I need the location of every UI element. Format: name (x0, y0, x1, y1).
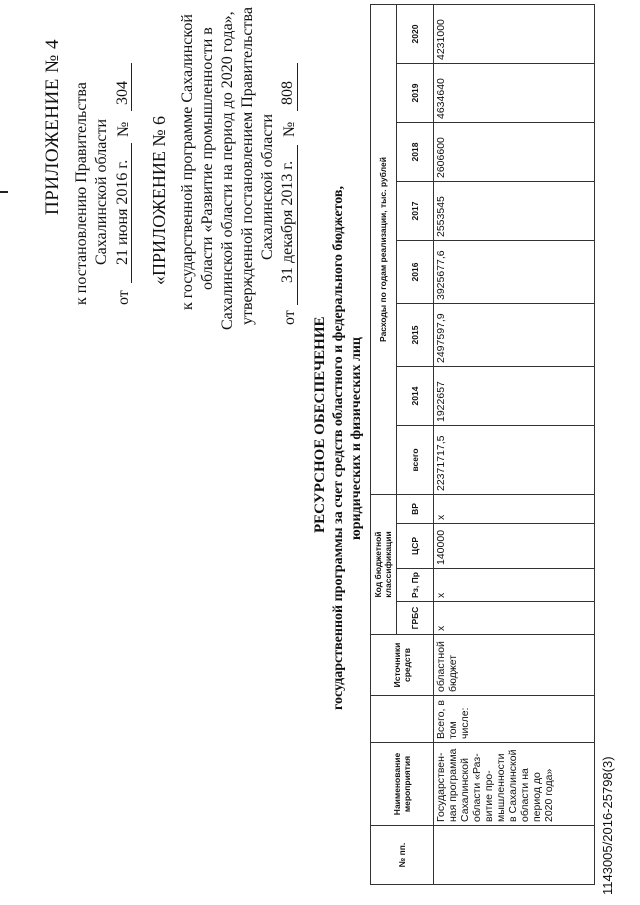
appendix4-no: № (115, 121, 132, 137)
col-expenses-header: Расходы по годам реализации, тыс. рублей (371, 5, 397, 495)
row-value-2017: 2553545 (434, 182, 595, 241)
row-value-2015: 2497597,9 (434, 304, 595, 367)
exp-col-2015: 2015 (396, 304, 433, 367)
appendix6-line5: Сахалинской области (259, 113, 276, 260)
appendix6-number-underline (297, 63, 298, 111)
heading-line1: РЕСУРСНОЕ ОБЕСПЕЧЕНИЕ (312, 316, 328, 533)
exp-col-2018: 2018 (396, 123, 433, 182)
kbk-col-csr: ЦСР (396, 524, 433, 569)
exp-col-2020: 2020 (396, 5, 433, 64)
row-kbk-vr: х (434, 495, 595, 524)
row-no (434, 826, 595, 885)
appendix4-line2: Сахалинской области (93, 118, 110, 265)
row-kbk-rzpr: х (434, 569, 595, 602)
appendix4-from: от (115, 290, 132, 305)
appendix4-line1: к постановлению Правительства (73, 82, 90, 305)
appendix6-date-underline (297, 145, 298, 305)
appendix4-date-underline (131, 143, 132, 283)
appendix6-line2: области «Развитие промышленности в (199, 27, 216, 290)
appendix4-date: 21 июня 2016 г. (114, 159, 131, 265)
appendix6-no: № (281, 121, 298, 137)
col-name-header: Наименование мероприятия (371, 743, 434, 826)
col-kbk-header: Код бюджетной классификации (371, 495, 397, 635)
row-value-2019: 4634640 (434, 64, 595, 123)
appendix4-title: ПРИЛОЖЕНИЕ № 4 (42, 39, 63, 215)
exp-col-2014: 2014 (396, 367, 433, 426)
exp-col-2016: 2016 (396, 241, 433, 304)
kbk-col-grbs: ГРБС (396, 602, 433, 635)
row-value-2018: 2606600 (434, 123, 595, 182)
row-source: областной бюджет (434, 635, 595, 696)
row-sub: Всего, в том числе: (434, 696, 595, 743)
kbk-col-rzpr: Рз, Пр (396, 569, 433, 602)
appendix6-number: 808 (279, 81, 296, 105)
exp-col-2019: 2019 (396, 64, 433, 123)
row-kbk-grbs: х (434, 602, 595, 635)
row-value-2020: 4231000 (434, 5, 595, 64)
table-row (434, 5, 595, 885)
appendix6-from: от (281, 310, 298, 325)
heading-line2: государственной программы за счет средств областного и федерального бюджетов, (331, 186, 346, 710)
resource-table (370, 4, 595, 885)
row-value-total: 22371717,5 (434, 426, 595, 495)
appendix4-number-underline (131, 63, 132, 111)
col-source-header: Источники средств (371, 635, 434, 696)
appendix6-line1: к государственной программе Сахалинской (179, 14, 196, 310)
appendix6-line4: утвержденной постановлением Правительства (239, 7, 256, 325)
exp-col-2017: 2017 (396, 182, 433, 241)
appendix6-line3: Сахалинской области на период до 2020 года», (219, 11, 236, 330)
margin-mark (0, 191, 8, 193)
heading-line3: юридических и физических лиц (349, 337, 364, 540)
row-name: Государствен-ная программа Сахалинской области «Раз-витие про-мышленности в Сахалинской области на период до 2020 года» (434, 743, 595, 826)
appendix4-number: 304 (114, 81, 131, 105)
row-value-2016: 3925677,6 (434, 241, 595, 304)
appendix6-date: 31 декабря 2013 г. (279, 160, 296, 283)
row-kbk-csr: 140000 (434, 524, 595, 569)
col-no-header: № пп. (371, 826, 434, 885)
document-barcode-number: 1143005/2016-25798(3) (600, 756, 615, 895)
exp-col-total: всего (396, 426, 433, 495)
kbk-col-vr: ВР (396, 495, 433, 524)
row-value-2014: 1922657 (434, 367, 595, 426)
appendix6-title: «ПРИЛОЖЕНИЕ № 6 (149, 115, 169, 285)
